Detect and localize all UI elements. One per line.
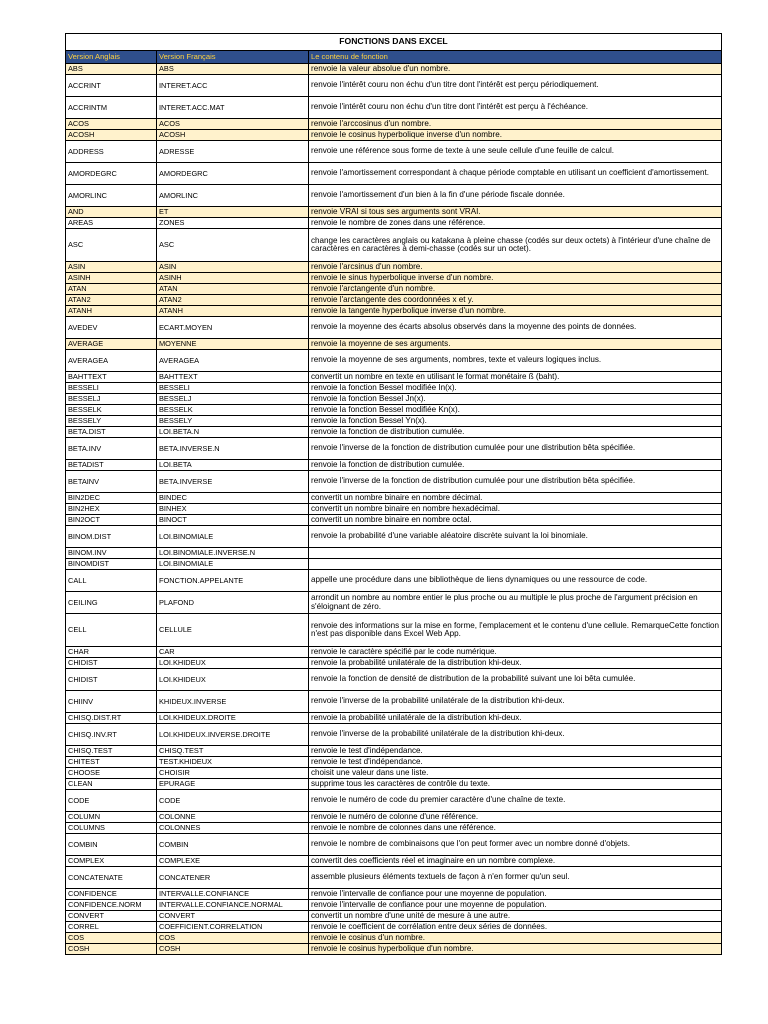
french-name-cell: AVERAGEA bbox=[157, 350, 309, 372]
english-name-cell: CHIDIST bbox=[66, 658, 157, 669]
table-row bbox=[66, 889, 722, 900]
english-name-cell: BINOM.INV bbox=[66, 548, 157, 559]
french-name-cell: AMORDEGRC bbox=[157, 163, 309, 185]
description-cell: renvoie le coefficient de corrélation entre deux séries de données. bbox=[309, 922, 722, 933]
table-row bbox=[66, 647, 722, 658]
english-name-cell: BIN2OCT bbox=[66, 515, 157, 526]
description-cell: renvoie le test d'indépendance. bbox=[309, 746, 722, 757]
description-cell: supprime tous les caractères de contrôle du texte. bbox=[309, 779, 722, 790]
table-row bbox=[66, 130, 722, 141]
french-name-cell: CAR bbox=[157, 647, 309, 658]
table-row bbox=[66, 207, 722, 218]
description-cell: renvoie le sinus hyperbolique inverse d'un nombre. bbox=[309, 273, 722, 284]
french-name-cell: KHIDEUX.INVERSE bbox=[157, 691, 309, 713]
french-name-cell: LOI.KHIDEUX.INVERSE.DROITE bbox=[157, 724, 309, 746]
english-name-cell: ASINH bbox=[66, 273, 157, 284]
table-row bbox=[66, 218, 722, 229]
description-cell: change les caractères anglais ou katakana à pleine chasse (codés sur deux octets) à l'intérieur d'une chaîne de caractères en caractères à demi-chasse (codés sur un octet). bbox=[309, 229, 722, 262]
table-row bbox=[66, 141, 722, 163]
english-name-cell: AVEDEV bbox=[66, 317, 157, 339]
french-name-cell: COMBIN bbox=[157, 834, 309, 856]
header-row bbox=[66, 51, 722, 64]
description-cell: renvoie l'amortissement d'un bien à la fin d'une période fiscale donnée. bbox=[309, 185, 722, 207]
french-name-cell: INTERVALLE.CONFIANCE bbox=[157, 889, 309, 900]
table-row bbox=[66, 867, 722, 889]
english-name-cell: BESSELY bbox=[66, 416, 157, 427]
table-row bbox=[66, 856, 722, 867]
english-name-cell: CHOOSE bbox=[66, 768, 157, 779]
description-cell: convertit un nombre d'une unité de mesure à une autre. bbox=[309, 911, 722, 922]
description-cell: renvoie la probabilité unilatérale de la distribution khi-deux. bbox=[309, 658, 722, 669]
english-name-cell: CODE bbox=[66, 790, 157, 812]
description-cell: renvoie la probabilité d'une variable aléatoire discrète suivant la loi binomiale. bbox=[309, 526, 722, 548]
table-row bbox=[66, 834, 722, 856]
english-name-cell: AVERAGEA bbox=[66, 350, 157, 372]
table-body bbox=[66, 34, 722, 955]
description-cell: renvoie le nombre de colonnes dans une référence. bbox=[309, 823, 722, 834]
english-name-cell: ABS bbox=[66, 64, 157, 75]
description-cell: renvoie l'intérêt couru non échu d'un titre dont l'intérêt est perçu périodiquement. bbox=[309, 75, 722, 97]
table-row bbox=[66, 669, 722, 691]
table-row bbox=[66, 724, 722, 746]
description-cell: renvoie une référence sous forme de texte à une seule cellule d'une feuille de calcul. bbox=[309, 141, 722, 163]
french-name-cell: COMPLEXE bbox=[157, 856, 309, 867]
table-title: FONCTIONS DANS EXCEL bbox=[66, 34, 722, 51]
english-name-cell: CELL bbox=[66, 614, 157, 647]
description-cell: renvoie le nombre de combinaisons que l'on peut former avec un nombre donné d'objets. bbox=[309, 834, 722, 856]
table-row bbox=[66, 427, 722, 438]
french-name-cell: COEFFICIENT.CORRELATION bbox=[157, 922, 309, 933]
table-row bbox=[66, 713, 722, 724]
english-name-cell: CALL bbox=[66, 570, 157, 592]
table-row bbox=[66, 493, 722, 504]
description-cell: renvoie le cosinus hyperbolique inverse d'un nombre. bbox=[309, 130, 722, 141]
french-name-cell: CODE bbox=[157, 790, 309, 812]
table-row bbox=[66, 405, 722, 416]
table-row bbox=[66, 900, 722, 911]
functions-table bbox=[65, 33, 722, 955]
table-row bbox=[66, 812, 722, 823]
description-cell: renvoie la fonction de densité de distribution de la probabilité suivant une loi bêta cumulée. bbox=[309, 669, 722, 691]
description-cell: renvoie la moyenne de ses arguments, nombres, texte et valeurs logiques inclus. bbox=[309, 350, 722, 372]
english-name-cell: AVERAGE bbox=[66, 339, 157, 350]
french-name-cell: ATAN bbox=[157, 284, 309, 295]
english-name-cell: AMORDEGRC bbox=[66, 163, 157, 185]
table-row bbox=[66, 97, 722, 119]
french-name-cell: BETA.INVERSE bbox=[157, 471, 309, 493]
table-row bbox=[66, 757, 722, 768]
table-row bbox=[66, 768, 722, 779]
english-name-cell: BESSELI bbox=[66, 383, 157, 394]
french-name-cell: LOI.BETA.N bbox=[157, 427, 309, 438]
french-name-cell: BETA.INVERSE.N bbox=[157, 438, 309, 460]
description-cell: renvoie la valeur absolue d'un nombre. bbox=[309, 64, 722, 75]
french-name-cell: BAHTTEXT bbox=[157, 372, 309, 383]
french-name-cell: CONVERT bbox=[157, 911, 309, 922]
table-row bbox=[66, 317, 722, 339]
english-name-cell: ASC bbox=[66, 229, 157, 262]
french-name-cell: PLAFOND bbox=[157, 592, 309, 614]
table-row bbox=[66, 460, 722, 471]
french-name-cell: COS bbox=[157, 933, 309, 944]
table-row bbox=[66, 185, 722, 207]
description-cell: convertit des coefficients réel et imaginaire en un nombre complexe. bbox=[309, 856, 722, 867]
french-name-cell: COLONNES bbox=[157, 823, 309, 834]
table-row bbox=[66, 614, 722, 647]
description-cell: renvoie la moyenne de ses arguments. bbox=[309, 339, 722, 350]
french-name-cell: BESSELJ bbox=[157, 394, 309, 405]
table-row bbox=[66, 933, 722, 944]
french-name-cell: AMORLINC bbox=[157, 185, 309, 207]
french-name-cell: BINDEC bbox=[157, 493, 309, 504]
description-cell: renvoie des informations sur la mise en forme, l'emplacement et le contenu d'une cellule. RemarqueCette fonction n'est pas disponible dans Excel Web App. bbox=[309, 614, 722, 647]
description-cell: renvoie l'arcsinus d'un nombre. bbox=[309, 262, 722, 273]
english-name-cell: CHAR bbox=[66, 647, 157, 658]
description-cell: appelle une procédure dans une bibliothèque de liens dynamiques ou une ressource de code. bbox=[309, 570, 722, 592]
french-name-cell: CHOISIR bbox=[157, 768, 309, 779]
table-row bbox=[66, 790, 722, 812]
english-name-cell: AND bbox=[66, 207, 157, 218]
description-cell: assemble plusieurs éléments textuels de façon à n'en former qu'un seul. bbox=[309, 867, 722, 889]
description-cell: convertit un nombre binaire en nombre hexadécimal. bbox=[309, 504, 722, 515]
english-name-cell: BINOMDIST bbox=[66, 559, 157, 570]
description-cell: renvoie le caractère spécifié par le code numérique. bbox=[309, 647, 722, 658]
description-cell: renvoie l'intérêt couru non échu d'un titre dont l'intérêt est perçu à l'échéance. bbox=[309, 97, 722, 119]
header-english-version: Version Anglais bbox=[66, 51, 157, 64]
french-name-cell: ZONES bbox=[157, 218, 309, 229]
header-french-version: Version Français bbox=[157, 51, 309, 64]
table-row bbox=[66, 471, 722, 493]
french-name-cell: ADRESSE bbox=[157, 141, 309, 163]
french-name-cell: LOI.KHIDEUX bbox=[157, 669, 309, 691]
french-name-cell: INTERVALLE.CONFIANCE.NORMAL bbox=[157, 900, 309, 911]
english-name-cell: COSH bbox=[66, 944, 157, 955]
description-cell: convertit un nombre binaire en nombre décimal. bbox=[309, 493, 722, 504]
french-name-cell: CHISQ.TEST bbox=[157, 746, 309, 757]
table-row bbox=[66, 262, 722, 273]
description-cell: convertit un nombre en texte en utilisant le format monétaire ß (baht). bbox=[309, 372, 722, 383]
table-row bbox=[66, 592, 722, 614]
english-name-cell: ACCRINT bbox=[66, 75, 157, 97]
description-cell: choisit une valeur dans une liste. bbox=[309, 768, 722, 779]
table-row bbox=[66, 691, 722, 713]
english-name-cell: CONCATENATE bbox=[66, 867, 157, 889]
english-name-cell: COLUMNS bbox=[66, 823, 157, 834]
english-name-cell: ATAN2 bbox=[66, 295, 157, 306]
english-name-cell: CHISQ.DIST.RT bbox=[66, 713, 157, 724]
french-name-cell: CONCATENER bbox=[157, 867, 309, 889]
table-row bbox=[66, 911, 722, 922]
english-name-cell: ACCRINTM bbox=[66, 97, 157, 119]
header-function-content: Le contenu de fonction bbox=[309, 51, 722, 64]
english-name-cell: BETAINV bbox=[66, 471, 157, 493]
description-cell: renvoie la probabilité unilatérale de la distribution khi-deux. bbox=[309, 713, 722, 724]
table-row bbox=[66, 559, 722, 570]
table-row bbox=[66, 339, 722, 350]
english-name-cell: ACOS bbox=[66, 119, 157, 130]
table-row bbox=[66, 229, 722, 262]
english-name-cell: ADDRESS bbox=[66, 141, 157, 163]
english-name-cell: COLUMN bbox=[66, 812, 157, 823]
english-name-cell: BESSELK bbox=[66, 405, 157, 416]
english-name-cell: COMPLEX bbox=[66, 856, 157, 867]
french-name-cell: ECART.MOYEN bbox=[157, 317, 309, 339]
table-row bbox=[66, 273, 722, 284]
table-row bbox=[66, 438, 722, 460]
description-cell: convertit un nombre binaire en nombre octal. bbox=[309, 515, 722, 526]
english-name-cell: CORREL bbox=[66, 922, 157, 933]
french-name-cell: LOI.KHIDEUX bbox=[157, 658, 309, 669]
table-row bbox=[66, 548, 722, 559]
english-name-cell: CHITEST bbox=[66, 757, 157, 768]
description-cell bbox=[309, 548, 722, 559]
table-row bbox=[66, 163, 722, 185]
english-name-cell: BETA.INV bbox=[66, 438, 157, 460]
french-name-cell: ASC bbox=[157, 229, 309, 262]
english-name-cell: ATANH bbox=[66, 306, 157, 317]
french-name-cell: LOI.BETA bbox=[157, 460, 309, 471]
french-name-cell: ATANH bbox=[157, 306, 309, 317]
description-cell: renvoie l'inverse de la probabilité unilatérale de la distribution khi-deux. bbox=[309, 691, 722, 713]
french-name-cell: ET bbox=[157, 207, 309, 218]
table-row bbox=[66, 526, 722, 548]
english-name-cell: CLEAN bbox=[66, 779, 157, 790]
table-row bbox=[66, 75, 722, 97]
table-row bbox=[66, 746, 722, 757]
table-row bbox=[66, 295, 722, 306]
table-row bbox=[66, 823, 722, 834]
table-row bbox=[66, 64, 722, 75]
description-cell: renvoie le nombre de zones dans une référence. bbox=[309, 218, 722, 229]
description-cell: renvoie la fonction Bessel Jn(x). bbox=[309, 394, 722, 405]
french-name-cell: COSH bbox=[157, 944, 309, 955]
description-cell: renvoie le cosinus hyperbolique d'un nombre. bbox=[309, 944, 722, 955]
description-cell: renvoie le numéro de colonne d'une référence. bbox=[309, 812, 722, 823]
french-name-cell: INTERET.ACC bbox=[157, 75, 309, 97]
english-name-cell: ATAN bbox=[66, 284, 157, 295]
english-name-cell: CHISQ.INV.RT bbox=[66, 724, 157, 746]
table-row bbox=[66, 383, 722, 394]
title-row bbox=[66, 34, 722, 51]
table-row bbox=[66, 416, 722, 427]
table-row bbox=[66, 306, 722, 317]
french-name-cell: LOI.BINOMIALE.INVERSE.N bbox=[157, 548, 309, 559]
description-cell: renvoie la fonction Bessel modifiée In(x). bbox=[309, 383, 722, 394]
description-cell: renvoie l'intervalle de confiance pour une moyenne de population. bbox=[309, 900, 722, 911]
description-cell: renvoie la fonction de distribution cumulée. bbox=[309, 460, 722, 471]
description-cell: renvoie VRAI si tous ses arguments sont VRAI. bbox=[309, 207, 722, 218]
table-row bbox=[66, 372, 722, 383]
description-cell: renvoie la tangente hyperbolique inverse d'un nombre. bbox=[309, 306, 722, 317]
french-name-cell: CELLULE bbox=[157, 614, 309, 647]
description-cell: renvoie l'amortissement correspondant à chaque période comptable en utilisant un coefficient d'amortissement. bbox=[309, 163, 722, 185]
table-row bbox=[66, 515, 722, 526]
table-row bbox=[66, 394, 722, 405]
table-row bbox=[66, 350, 722, 372]
english-name-cell: CONFIDENCE bbox=[66, 889, 157, 900]
description-cell: renvoie l'inverse de la probabilité unilatérale de la distribution khi-deux. bbox=[309, 724, 722, 746]
description-cell: renvoie la fonction Bessel modifiée Kn(x). bbox=[309, 405, 722, 416]
description-cell: renvoie la fonction Bessel Yn(x). bbox=[309, 416, 722, 427]
english-name-cell: CHIINV bbox=[66, 691, 157, 713]
english-name-cell: ASIN bbox=[66, 262, 157, 273]
english-name-cell: CONVERT bbox=[66, 911, 157, 922]
description-cell: renvoie l'arctangente d'un nombre. bbox=[309, 284, 722, 295]
table-row bbox=[66, 922, 722, 933]
french-name-cell: LOI.BINOMIALE bbox=[157, 559, 309, 570]
french-name-cell: MOYENNE bbox=[157, 339, 309, 350]
french-name-cell: COLONNE bbox=[157, 812, 309, 823]
description-cell: arrondit un nombre au nombre entier le plus proche ou au multiple le plus proche de l'argument précision en s'éloignant de zéro. bbox=[309, 592, 722, 614]
english-name-cell: BAHTTEXT bbox=[66, 372, 157, 383]
english-name-cell: CHISQ.TEST bbox=[66, 746, 157, 757]
description-cell: renvoie l'arccosinus d'un nombre. bbox=[309, 119, 722, 130]
french-name-cell: BINHEX bbox=[157, 504, 309, 515]
english-name-cell: ACOSH bbox=[66, 130, 157, 141]
english-name-cell: COMBIN bbox=[66, 834, 157, 856]
french-name-cell: EPURAGE bbox=[157, 779, 309, 790]
table-row bbox=[66, 284, 722, 295]
french-name-cell: INTERET.ACC.MAT bbox=[157, 97, 309, 119]
french-name-cell: ACOS bbox=[157, 119, 309, 130]
description-cell: renvoie le cosinus d'un nombre. bbox=[309, 933, 722, 944]
table-row bbox=[66, 119, 722, 130]
english-name-cell: CEILING bbox=[66, 592, 157, 614]
french-name-cell: FONCTION.APPELANTE bbox=[157, 570, 309, 592]
description-cell: renvoie le numéro de code du premier caractère d'une chaîne de texte. bbox=[309, 790, 722, 812]
description-cell: renvoie l'intervalle de confiance pour une moyenne de population. bbox=[309, 889, 722, 900]
english-name-cell: BIN2HEX bbox=[66, 504, 157, 515]
english-name-cell: CONFIDENCE.NORM bbox=[66, 900, 157, 911]
table-row bbox=[66, 570, 722, 592]
table-row bbox=[66, 779, 722, 790]
french-name-cell: BESSELK bbox=[157, 405, 309, 416]
french-name-cell: TEST.KHIDEUX bbox=[157, 757, 309, 768]
english-name-cell: BETA.DIST bbox=[66, 427, 157, 438]
french-name-cell: ASIN bbox=[157, 262, 309, 273]
french-name-cell: BESSELY bbox=[157, 416, 309, 427]
english-name-cell: BIN2DEC bbox=[66, 493, 157, 504]
french-name-cell: ABS bbox=[157, 64, 309, 75]
french-name-cell: BINOCT bbox=[157, 515, 309, 526]
french-name-cell: ATAN2 bbox=[157, 295, 309, 306]
english-name-cell: BETADIST bbox=[66, 460, 157, 471]
table-row bbox=[66, 658, 722, 669]
description-cell: renvoie l'arctangente des coordonnées x et y. bbox=[309, 295, 722, 306]
french-name-cell: LOI.KHIDEUX.DROITE bbox=[157, 713, 309, 724]
description-cell: renvoie l'inverse de la fonction de distribution cumulée pour une distribution bêta spécifiée. bbox=[309, 438, 722, 460]
description-cell bbox=[309, 559, 722, 570]
description-cell: renvoie l'inverse de la fonction de distribution cumulée pour une distribution bêta spécifiée. bbox=[309, 471, 722, 493]
description-cell: renvoie la fonction de distribution cumulée. bbox=[309, 427, 722, 438]
table-row bbox=[66, 944, 722, 955]
french-name-cell: BESSELI bbox=[157, 383, 309, 394]
english-name-cell: AMORLINC bbox=[66, 185, 157, 207]
description-cell: renvoie le test d'indépendance. bbox=[309, 757, 722, 768]
french-name-cell: LOI.BINOMIALE bbox=[157, 526, 309, 548]
english-name-cell: COS bbox=[66, 933, 157, 944]
english-name-cell: BINOM.DIST bbox=[66, 526, 157, 548]
french-name-cell: ASINH bbox=[157, 273, 309, 284]
english-name-cell: CHIDIST bbox=[66, 669, 157, 691]
english-name-cell: AREAS bbox=[66, 218, 157, 229]
french-name-cell: ACOSH bbox=[157, 130, 309, 141]
english-name-cell: BESSELJ bbox=[66, 394, 157, 405]
table-row bbox=[66, 504, 722, 515]
description-cell: renvoie la moyenne des écarts absolus observés dans la moyenne des points de données. bbox=[309, 317, 722, 339]
